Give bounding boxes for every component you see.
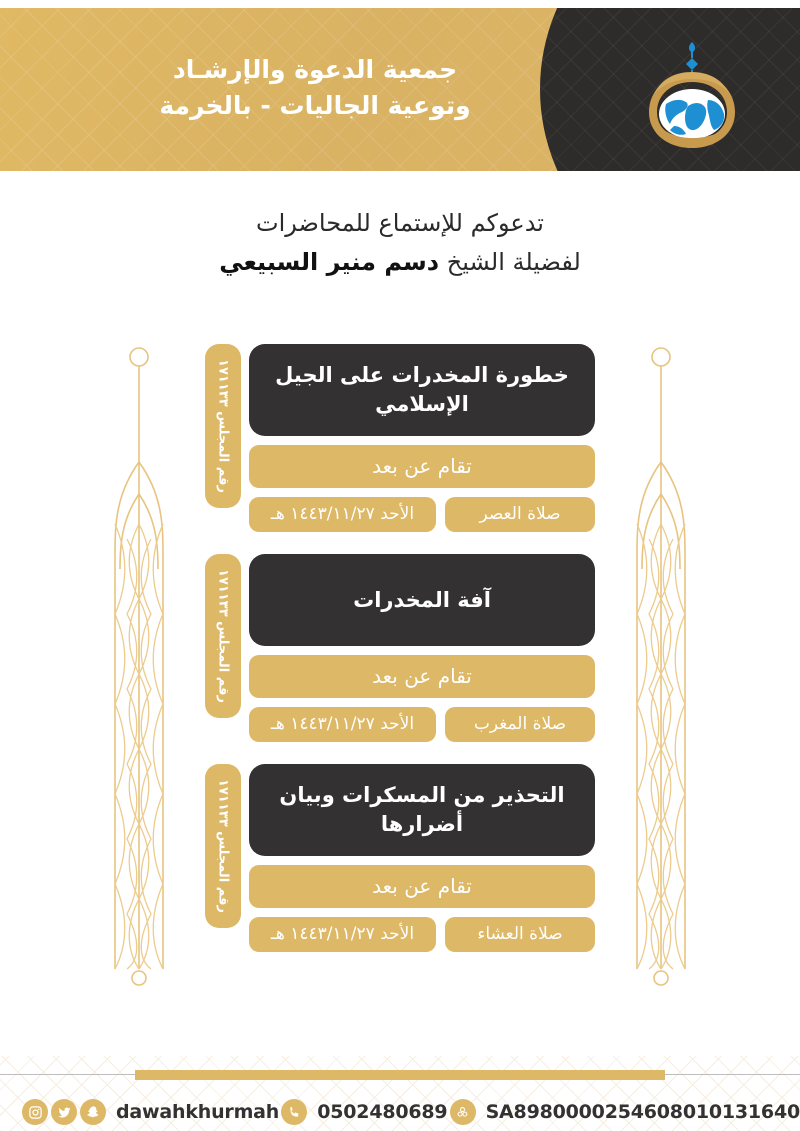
instagram-icon[interactable] (22, 1099, 48, 1125)
lecture-prayer-time: صلاة العشاء (445, 917, 595, 952)
poster-footer (0, 1030, 800, 1131)
organization-title-line-1: جمعية الدعوة والإرشـاد (172, 55, 458, 84)
lecture-prayer-time: صلاة العصر (445, 497, 595, 532)
lecture-title: خطورة المخدرات على الجيل الإسلامي (249, 344, 595, 436)
session-id-bar (205, 554, 241, 718)
phone-number[interactable]: 0502480689 (317, 1101, 448, 1123)
twitter-icon[interactable] (51, 1099, 77, 1125)
snapchat-icon[interactable] (80, 1099, 106, 1125)
lecture-prayer-time: صلاة المغرب (445, 707, 595, 742)
session-id-bar (205, 344, 241, 508)
session-id-text: رقم المجلس ١٧١١٣٣ (215, 569, 231, 703)
lecture-date: الأحد ١٤٤٣/١١/٢٧ هـ (249, 497, 436, 532)
lecture-card (205, 554, 595, 742)
organization-title (105, 52, 525, 123)
footer-gold-bar (135, 1070, 665, 1080)
social-handle[interactable]: dawahkhurmah (116, 1101, 280, 1123)
lecture-schedule-row (249, 917, 595, 952)
invitation-prefix: لفضيلة الشيخ (439, 247, 581, 276)
phone-icon[interactable] (281, 1099, 307, 1125)
lecture-title: آفة المخدرات (249, 554, 595, 646)
speaker-name: دسم منير السبيعي (219, 247, 440, 276)
lecture-date: الأحد ١٤٤٣/١١/٢٧ هـ (249, 707, 436, 742)
lecture-card (205, 764, 595, 952)
bank-group (450, 1099, 800, 1125)
lecture-mode: تقام عن بعد (249, 655, 595, 698)
organization-title-line-2: وتوعية الجاليات - بالخرمة (159, 90, 471, 120)
lecture-date: الأحد ١٤٤٣/١١/٢٧ هـ (249, 917, 436, 952)
session-id-bar (205, 764, 241, 928)
invitation-line-2 (0, 245, 800, 280)
session-id-text: رقم المجلس ١٧١١٣٣ (215, 359, 231, 493)
lecture-mode: تقام عن بعد (249, 445, 595, 488)
lecture-list (0, 344, 800, 974)
lecture-card (205, 344, 595, 532)
bank-icon[interactable] (450, 1099, 476, 1125)
poster-header (0, 8, 800, 171)
invitation-line-1: تدعوكم للإستماع للمحاضرات (256, 209, 544, 237)
lecture-title: التحذير من المسكرات وبيان أضرارها (249, 764, 595, 856)
lecture-mode: تقام عن بعد (249, 865, 595, 908)
social-group (22, 1099, 279, 1125)
invitation-block (0, 206, 800, 280)
phone-group (281, 1099, 447, 1125)
globe-crescent-logo-icon (636, 34, 748, 156)
lecture-schedule-row (249, 707, 595, 742)
session-id-text: رقم المجلس ١٧١١٣٣ (215, 779, 231, 913)
iban-number[interactable]: SA8980000254608010131640 (485, 1101, 800, 1123)
lecture-schedule-row (249, 497, 595, 532)
footer-contact-row (0, 1093, 800, 1131)
